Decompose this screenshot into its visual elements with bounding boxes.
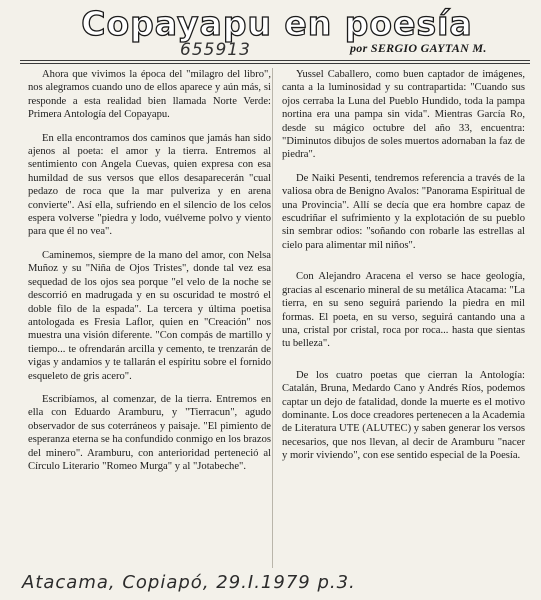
paragraph: Caminemos, siempre de la mano del amor, con Nelsa Muñoz y su "Niña de Ojos Tristes", donde tal vez esa sequedad de los ojos sea porque "el velo de la noche se descorrió en madrugada y en su oscuridad te mostró el doble filo de la espada". La tercera y última poetisa antologada es Fresia Laflor, quien en "Creación" nos muestra una visión diferente. "Con compás de martillo y tiempo... te ofrendarán arcilla y cemento, te trenzarán de vigas y andamios y te tallarán el espíritu sobre el fornido esqueleto de gris acero". — [28, 249, 271, 382]
paragraph: De Naiki Pesenti, tendremos referencia a través de la valiosa obra de Benigno Avalos: "Panorama Espiritual de una Provincia". Allí se decía que era hombre capaz de escudriñar el sufrimiento y la explotación de su pueblo sin sembrar odios: "soñando con robarle las estrellas al cielo para alimentar mil niños". — [282, 172, 525, 251]
paragraph: Escribíamos, al comenzar, de la tierra. Entremos en ella con Eduardo Aramburu, y "Tierracun", agudo observador de sus coterráneos y paisaje. "El pimiento de esperanza eterna se ha confundido conmigo en los brazos del minero". Aramburu, con anterioridad perteneció al Círculo Literario "Romeo Murga" y al "Jotabeche". — [28, 393, 271, 472]
paragraph: Con Alejandro Aracena el verso se hace geología, gracias al escenario mineral de su metálica Atacama: "La tierra, en su seno seguirá pariendo la piedra en mil formas. El poeta, en su verso, seguirá cantando una a una, cristal por cristal, roca por roca... hasta que sientas tu belleza". — [282, 271, 525, 350]
article-column-left — [28, 68, 271, 483]
column-divider — [272, 68, 273, 568]
handwritten-source-note: Atacama, Copiapó, 29.I.1979 p.3. — [22, 572, 356, 593]
article-headline: Copayapu en poesía — [81, 4, 473, 43]
paragraph: En ella encontramos dos caminos que jamás han sido ajenos al poeta: el amor y la tierra. Entremos al sentimiento con Angela Cuevas, quien expresa con esa humildad de sus versos que ellos desaparecerán "cual pedazo de roca que la mar pulveriza y en arena convierte". Así ella, sufriendo en el silencio de los celos espera volverse "piedra y lodo, vuélveme polvo y viento para que él no vea". — [28, 132, 271, 238]
paragraph: Ahora que vivimos la época del "milagro del libro", nos alegramos cuando uno de ellos aparece y aún más, si responde a esta realidad bien llamada Norte Verde: Primera Antología del Copayapu. — [28, 69, 271, 121]
article-byline: por SERGIO GAYTAN M. — [350, 41, 487, 55]
header-rule-bottom — [20, 63, 530, 64]
archive-number: 655913 — [180, 40, 251, 60]
paragraph: De los cuatro poetas que cierran la Antología: Catalán, Bruna, Medardo Cano y Andrés Ríos, podemos captar un dejo de fatalidad, donde la muerte es el motivo dominante. Los doce creadores pertenecen a la Academia de Literatura UTE (ALUTEC) y saben generar los versos necesarios, que nos llevan, al decir de Aramburu "nacer y morir viviendo", con ese sentido especial de la Poesía. — [282, 369, 525, 462]
header-rule-top — [20, 60, 530, 61]
article-column-right — [282, 68, 525, 473]
paragraph: Yussel Caballero, como buen captador de imágenes, canta a la luminosidad y su contrapartida: "Cuando sus ojos cerraba la Luna del Pueblo Hundido, toda la pampa nortina era una pampa sin vida". Mientras García Ro, desde su mágico octubre del año 33, encuentra: "Diminutos dibujos de soles muertos adornaban la faz de piedra". — [282, 69, 525, 161]
